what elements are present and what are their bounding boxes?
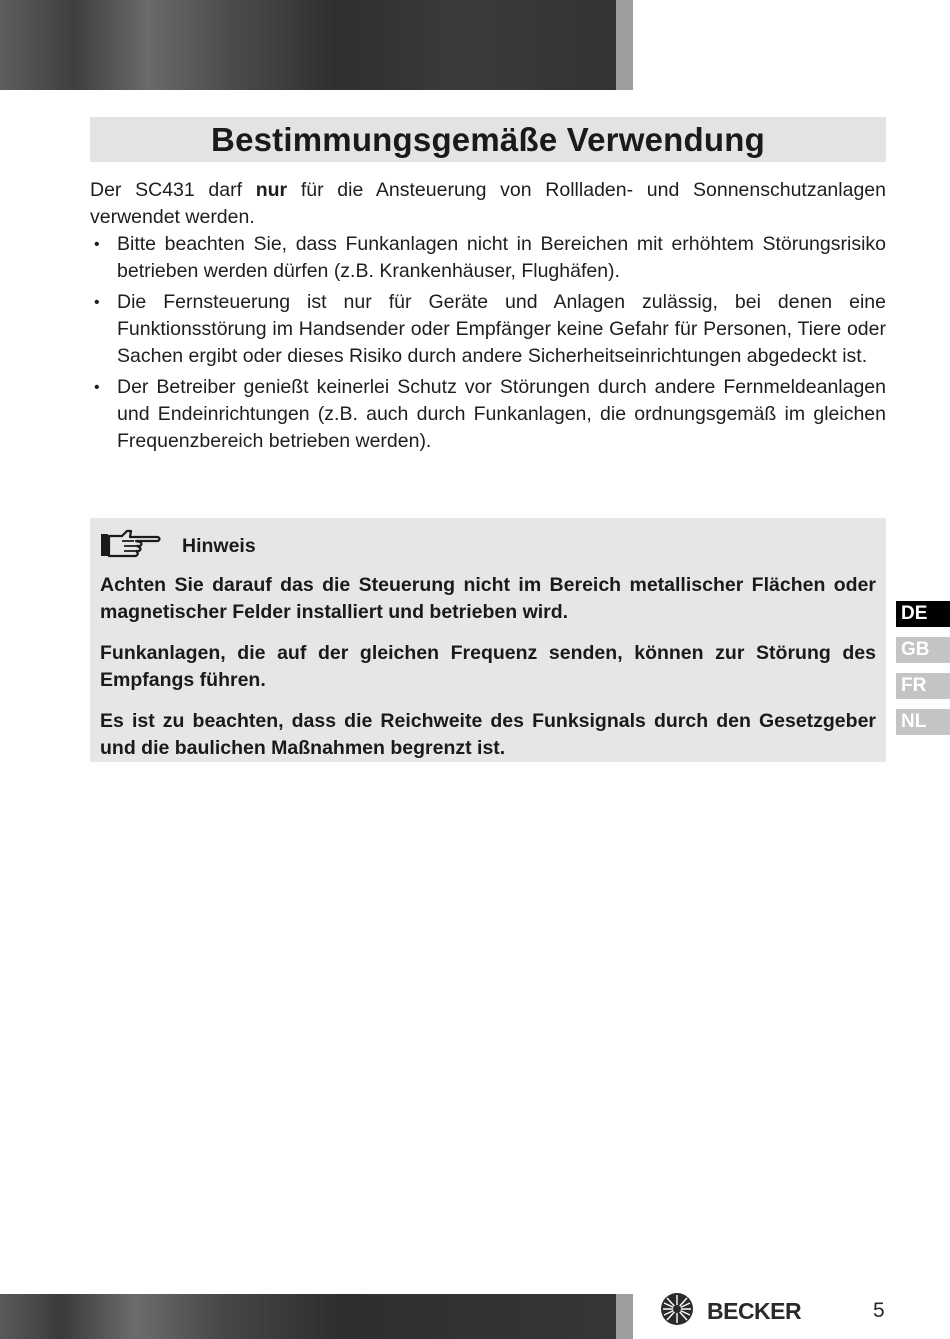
footer-band: [0, 1294, 616, 1339]
tab-language-fr[interactable]: FR: [896, 673, 950, 699]
bullet-text: Der Betreiber genießt keinerlei Schutz vor Störungen durch andere Fernmeldeanlagen und Endeinrichtungen (z.B. auch durch Funkanlagen, die ordnungsgemäß im gleichen Frequenzbereich betrieben werden).: [117, 376, 886, 452]
intro-text-pre: Der SC431 darf: [90, 179, 256, 201]
brand-name: BECKER: [707, 1297, 802, 1324]
bullet-item: [90, 374, 886, 455]
bullet-item: [90, 231, 886, 285]
language-tabs: [896, 601, 950, 745]
brand: [660, 1293, 801, 1329]
note-title: Hinweis: [182, 534, 256, 557]
bullet-dot: •: [94, 236, 100, 253]
header-band: [0, 0, 616, 90]
intro-text-post: für die Ansteuerung von Rollladen- und Sonnenschutzanlagen verwendet werden.: [90, 179, 886, 228]
header-band-edge: [616, 0, 633, 90]
page-title: Bestimmungsgemäße Verwendung: [211, 120, 765, 158]
bullet-item: [90, 289, 886, 370]
tab-language-nl[interactable]: NL: [896, 709, 950, 735]
note-paragraph: Es ist zu beachten, dass die Reichweite des Funksignals durch den Gesetzgeber und die baulichen Maßnahmen begrenzt ist.: [100, 710, 876, 759]
bullet-dot: •: [94, 379, 100, 396]
footer-band-edge: [616, 1294, 633, 1339]
tab-language-de[interactable]: DE: [896, 601, 950, 627]
note-header: [100, 526, 876, 566]
note-paragraph: Funkanlagen, die auf der gleichen Frequenz senden, können zur Störung des Empfangs führen.: [100, 642, 876, 691]
bullet-text: Die Fernsteuerung ist nur für Geräte und Anlagen zulässig, bei denen eine Funktionsstörung im Handsender oder Empfänger keine Gefahr für Personen, Tiere oder Sachen ergibt oder dieses Risiko durch andere Sicherheitseinrichtungen abgedeckt ist.: [117, 291, 886, 367]
pointing-hand-icon: [100, 528, 162, 565]
intro-emphasis: nur: [255, 179, 288, 201]
page-number: 5: [873, 1299, 885, 1322]
bullet-list: [90, 231, 886, 459]
note-paragraph: Achten Sie darauf das die Steuerung nicht im Bereich metallischer Flächen oder magnetischer Felder installiert und betrieben wird.: [100, 574, 876, 623]
bullet-dot: •: [94, 294, 100, 311]
bullet-text: Bitte beachten Sie, dass Funkanlagen nicht in Bereichen mit erhöhtem Störungsrisiko betrieben werden dürfen (z.B. Krankenhäuser, Flughäfen).: [117, 233, 886, 282]
title-bar: [90, 117, 886, 162]
intro-paragraph: [90, 177, 886, 231]
becker-logo-icon: [660, 1292, 694, 1331]
note-box: [90, 518, 886, 762]
tab-language-gb[interactable]: GB: [896, 637, 950, 663]
